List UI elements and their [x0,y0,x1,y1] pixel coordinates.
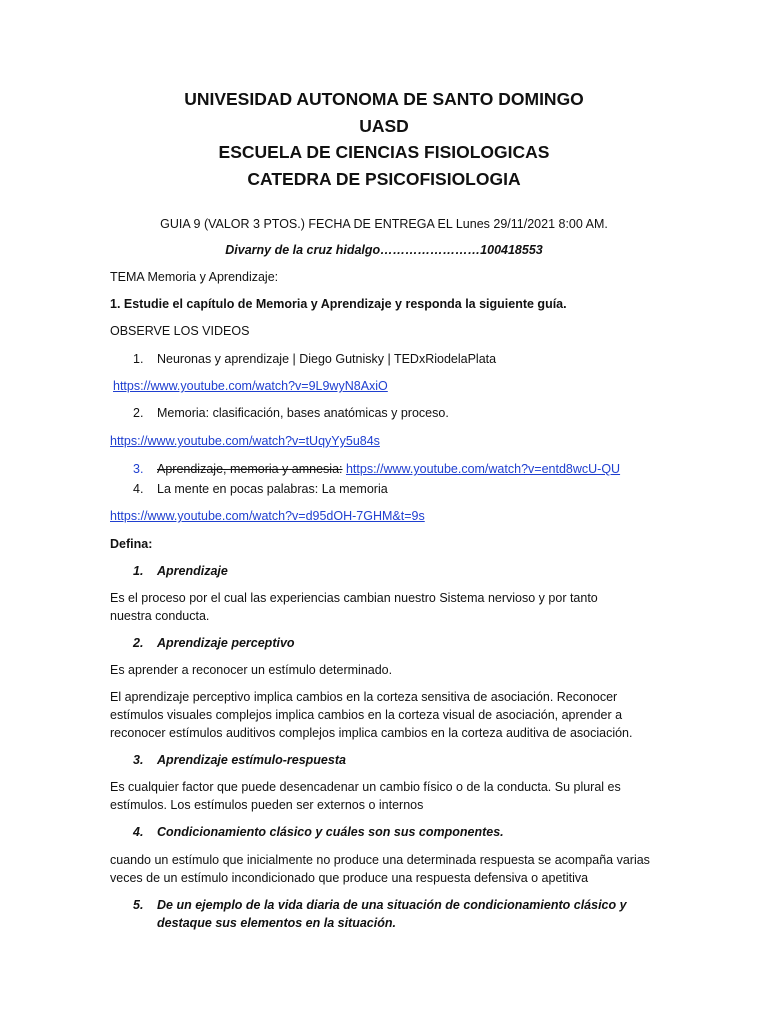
video-title: La mente en pocas palabras: La memoria [157,482,388,496]
video-url[interactable]: https://www.youtube.com/watch?v=entd8wcU-QU [345,462,621,476]
video-link-4[interactable] [110,507,670,525]
observe-heading: OBSERVE LOS VIDEOS [110,324,250,338]
answer-4: cuando un estímulo que inicialmente no produce una determinada respuesta se acompaña varias veces de un estímulo incondicionado que produce una respuesta defensiva o apetitiva [110,853,650,885]
video-url[interactable]: https://www.youtube.com/watch?v=9L9wyN8AxiO [113,379,388,393]
video-item-1 [133,350,673,368]
term-label: Aprendizaje perceptivo [157,636,295,650]
topic-line: TEMA Memoria y Aprendizaje: [110,270,279,284]
term-number: 5. [133,898,144,912]
video-url[interactable]: https://www.youtube.com/watch?v=d95dOH-7GHM&t=9s [110,509,425,523]
video-url[interactable]: https://www.youtube.com/watch?v=tUqyYy5u84s [110,434,380,448]
guide-info: GUIA 9 (VALOR 3 PTOS.) FECHA DE ENTREGA EL Lunes 29/11/2021 8:00 AM. [160,217,608,231]
term-number: 4. [133,825,144,839]
answer-1: Es el proceso por el cual las experiencias cambian nuestro Sistema nervioso y por tanto nuestra conducta. [110,591,598,623]
term-number: 3. [133,753,144,767]
video-item-2 [133,404,673,422]
term-item-4 [133,823,673,841]
video-number: 2. [133,406,144,420]
document-header [0,86,768,192]
student-name: Divarny de la cruz hidalgo……………………100418553 [225,243,543,257]
answer-3: Es cualquier factor que puede desencadenar un cambio físico o de la conducta. Su plural es estímulos. Los estímulos pueden ser externos o internos [110,780,621,812]
term-number: 2. [133,636,144,650]
term-item-1 [133,562,673,580]
university-name: UNIVESIDAD AUTONOMA DE SANTO DOMINGO [184,89,584,109]
school-name: ESCUELA DE CIENCIAS FISIOLOGICAS [218,142,550,162]
video-item-3 [133,460,693,478]
video-title: Memoria: clasificación, bases anatómicas y proceso. [157,406,449,420]
term-number: 1. [133,564,144,578]
define-heading: Defina: [110,537,153,551]
video-link-1[interactable] [113,377,673,395]
term-item-2 [133,634,673,652]
video-item-4 [133,480,673,498]
video-number: 1. [133,352,144,366]
term-label: Condicionamiento clásico y cuáles son sus componentes. [157,825,504,839]
answer-2-detail: El aprendizaje perceptivo implica cambios en la corteza sensitiva de asociación. Reconocer estímulos visuales complejos implica cambios en la corteza visual de asociación, aprender a reconocer estímulos auditivos complejos implica cambios en la corteza auditiva de asociación. [110,690,633,740]
term-item-5 [133,896,657,932]
term-label: De un ejemplo de la vida diaria de una situación de condicionamiento clásico y destaque sus elementos en la situación. [157,898,627,930]
term-label: Aprendizaje estímulo-respuesta [157,753,346,767]
department-name: CATEDRA DE PSICOFISIOLOGIA [247,168,521,189]
term-label: Aprendizaje [157,564,228,578]
video-number: 4. [133,482,144,496]
video-title: Neuronas y aprendizaje | Diego Gutnisky | TEDxRiodelaPlata [157,352,497,366]
instruction-line: 1. Estudie el capítulo de Memoria y Aprendizaje y responda la siguiente guía. [110,297,567,311]
video-title: Aprendizaje, memoria y amnesia: [157,462,343,476]
video-link-2[interactable] [110,432,670,450]
video-number: 3. [133,462,144,476]
university-acronym: UASD [359,115,409,136]
term-item-3 [133,751,673,769]
answer-2: Es aprender a reconocer un estímulo determinado. [110,663,393,677]
